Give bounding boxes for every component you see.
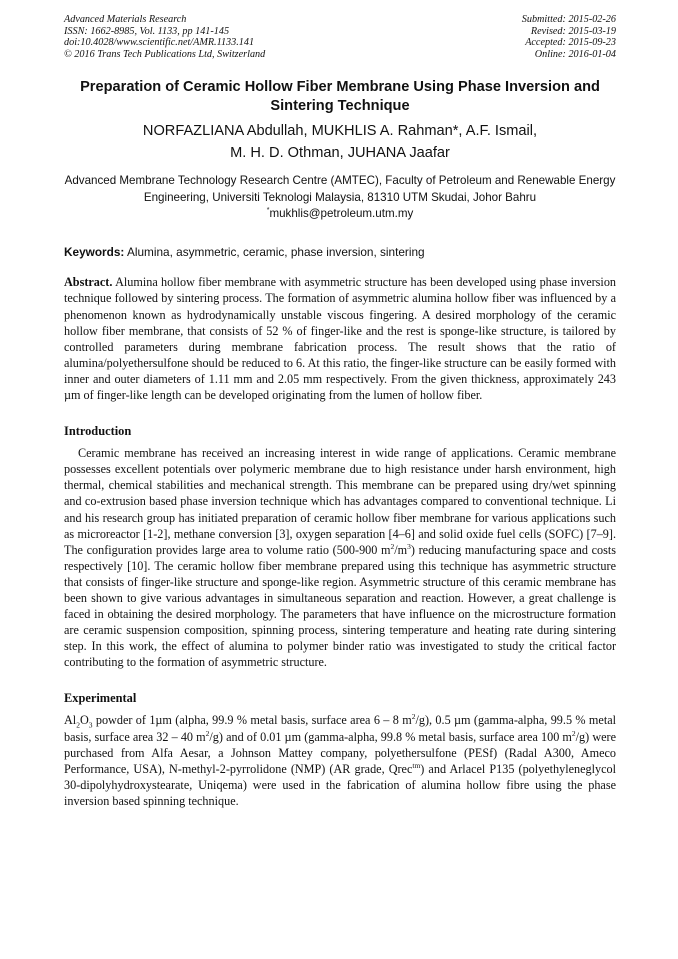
abstract-label: Abstract. xyxy=(64,275,113,290)
authors-line-2: M. H. D. Othman, JUHANA Jaafar xyxy=(230,145,450,162)
exp-text-3: /g), 0.5 µm (gamma-alpha, 99.5 % metal basis, surface area 32 – 40 m xyxy=(64,713,617,744)
paper-title: Preparation of Ceramic Hollow Fiber Membrane Using Phase Inversion and Sintering Technique xyxy=(80,79,600,115)
date-submitted: Submitted: 2015-02-26 xyxy=(521,14,616,25)
experimental-heading: Experimental xyxy=(64,691,137,706)
abstract xyxy=(64,274,616,403)
abstract-text: Alumina hollow fiber membrane with asymmetric structure has been developed using phase inversion technique followed by sintering process. The formation of asymmetric alumina hollow fiber was influenced by a phenomenon known as hydrodynamically unstable viscous fingering. A desired morphology of the ceramic hollow fiber membrane, that consists of 52 % of finger-like and the rest is sponge-like structure, is tailored by controlled parameters during membrane fabrication process. The result shows that the ratio of alumina/polyethersulfone should be reduced to 6. At this ratio, the finger-like structure can be easily formed with inner and outer diameters of 1.11 mm and 2.05 mm respectively. From the given thickness, approximately 243 µm of finger-like length can be developed originating from the lumen of hollow fiber. xyxy=(64,275,617,403)
introduction-heading: Introduction xyxy=(64,424,132,439)
authors-line-1: NORFAZLIANA Abdullah, MUKHLIS A. Rahman*, A.F. Ismail, xyxy=(142,123,538,140)
exp-sub-1: 2 xyxy=(76,720,80,730)
exp-text-2: powder of 1µm (alpha, 99.9 % metal basis, surface area 6 – 8 m xyxy=(92,713,412,728)
journal-issn: ISSN: 1662-8985, Vol. 1133, pp 141-145 xyxy=(64,25,230,37)
date-accepted: Accepted: 2015-09-23 xyxy=(525,37,616,49)
journal-name: Advanced Materials Research xyxy=(64,14,187,25)
intro-sup-1: 2 xyxy=(390,541,395,551)
exp-text-5: /g) were purchased from Alfa Aesar, a Johnson Mattey company, polyethersulfone (PESf) (Radal A300, Ameco Performance, USA), N-methyl-2-pyrrolidone (NMP) (AR grade, Qrec xyxy=(64,729,617,776)
exp-sup-4: tm xyxy=(412,760,421,770)
introduction-paragraph xyxy=(64,445,616,670)
exp-sub-2: 3 xyxy=(88,720,93,730)
corresponding-email xyxy=(64,206,616,222)
intro-text-mid: /m xyxy=(394,542,408,557)
exp-text-1: O xyxy=(79,713,89,728)
email-mark: * xyxy=(266,207,270,215)
keywords-list: Alumina, asymmetric, ceramic, phase inversion, sintering xyxy=(126,245,425,260)
email-address: mukhlis@petroleum.utm.my xyxy=(269,207,414,221)
exp-text-4: /g) and of 0.01 µm (gamma-alpha, 99.8 % metal basis, surface area 100 m xyxy=(209,729,572,744)
exp-sup-3: 2 xyxy=(571,728,576,738)
affiliation: Advanced Membrane Technology Research Centre (AMTEC), Faculty of Petroleum and Renewable Energy Engineering, Universiti Teknologi Malaysia, 81310 UTM Skudai, Johor Bahru xyxy=(64,174,616,205)
intro-text-2: ) reducing manufacturing space and costs respectively [10]. The ceramic hollow fiber membrane prepared using this technique has asymmetric structure that consists of finger-like structure and sponge-like region. Asymmetric structure of this ceramic membrane has been shown to give various advantages in simultaneous separation and reaction. However, a great challenge is faced in obtaining the desired morphology. The parameters that have influence on the microstructure formation are ceramic suspension composition, spinning process, sintering temperature and heating rate during sintering step. In this work, the effect of alumina to polymer binder ratio was investigated to study the critical factor contributing to the formation of asymmetric structure. xyxy=(64,542,616,670)
author-list xyxy=(64,120,616,164)
keywords-label: Keywords: xyxy=(64,245,125,260)
date-online: Online: 2016-01-04 xyxy=(534,48,616,60)
intro-text-1: Ceramic membrane has received an increasing interest in wide range of applications. Ceramic membrane possesses excellent potentials over polymeric membrane due to high resistance under harsh environment, high thermal, chemical stabilities and mechanical strength. This membrane can be prepared using dry/wet spinning and co-extrusion based phase inversion technique which has advantages compared to conventional technique. Li and his research group has initiated preparation of ceramic hollow fiber membrane for various applications such as microreactor [1-2], methane conversion [3], oxygen separation [4–6] and solid oxide fuel cells (SOFC) [7–9]. The configuration provides large area to volume ratio (500-900 m xyxy=(64,446,616,557)
journal-copyright: © 2016 Trans Tech Publications Ltd, Switzerland xyxy=(64,48,266,60)
experimental-paragraph xyxy=(64,712,616,809)
exp-text-6: ) and Arlacel P135 (polyethyleneglycol 30-dipolyhydroxystearate, Uniqema) were used in the fabrication of alumina hollow fibre using the phase inversion based spinning technique. xyxy=(64,761,616,808)
exp-text-0: Al xyxy=(64,713,77,728)
journal-doi: doi:10.4028/www.scientific.net/AMR.1133.141 xyxy=(64,37,255,49)
paper-page xyxy=(64,14,616,809)
journal-header xyxy=(64,14,616,60)
exp-sup-1: 2 xyxy=(411,712,416,722)
submission-dates xyxy=(522,14,616,60)
exp-sup-2: 2 xyxy=(205,728,210,738)
intro-sup-2: 3 xyxy=(407,541,411,551)
journal-info xyxy=(64,14,265,60)
date-revised: Revised: 2015-03-19 xyxy=(530,25,616,37)
keywords xyxy=(64,244,616,260)
